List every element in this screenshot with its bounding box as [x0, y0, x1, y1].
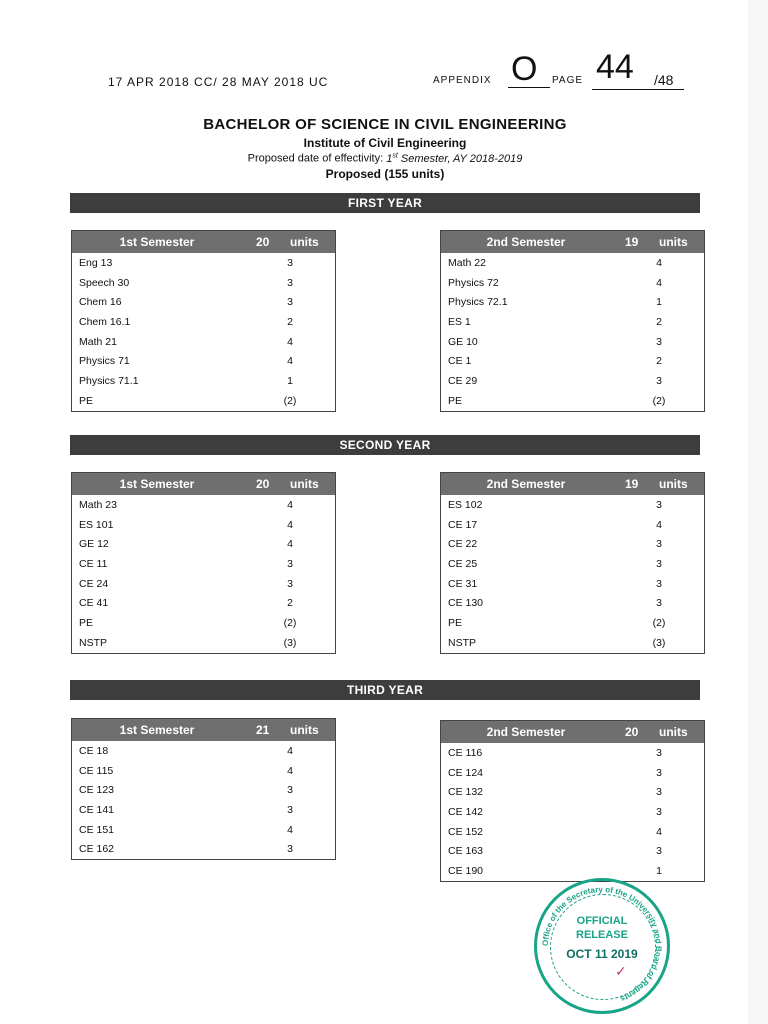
semester-total-units: 20 — [256, 477, 270, 491]
course-row — [72, 761, 335, 781]
semester-header — [441, 231, 704, 253]
course-units: 3 — [656, 499, 662, 511]
checkmark-icon: ✓ — [615, 963, 627, 979]
course-row — [441, 802, 704, 822]
semester-table — [71, 472, 336, 654]
units-label: units — [659, 477, 688, 491]
course-row — [441, 574, 704, 594]
course-units: 4 — [287, 499, 293, 511]
course-units: 3 — [656, 786, 662, 799]
course-row — [441, 351, 704, 371]
course-code: CE 24 — [79, 577, 109, 590]
stamp-release-text: RELEASE — [576, 929, 628, 941]
course-row — [441, 391, 704, 411]
course-row — [441, 593, 704, 613]
course-units: 4 — [287, 745, 293, 757]
course-row — [441, 822, 704, 842]
course-row — [441, 515, 704, 535]
course-units: (2) — [652, 394, 666, 407]
semester-name: 1st Semester — [119, 723, 195, 737]
course-code: Physics 71.1 — [79, 375, 139, 388]
course-units: 3 — [287, 276, 293, 289]
semester-name: 2nd Semester — [486, 725, 566, 739]
semester-name: 2nd Semester — [486, 477, 566, 491]
course-row — [441, 312, 704, 332]
course-code: CE 115 — [79, 764, 114, 777]
course-row — [441, 763, 704, 783]
course-code: ES 101 — [79, 518, 114, 531]
course-row — [72, 839, 335, 859]
semester-table — [440, 472, 705, 654]
course-code: CE 123 — [79, 784, 115, 797]
course-units: 3 — [287, 843, 293, 856]
semester-table — [440, 720, 705, 882]
course-row — [441, 554, 704, 574]
course-units: 3 — [656, 335, 662, 348]
course-code: Physics 72.1 — [448, 296, 508, 309]
course-units: 3 — [656, 375, 662, 388]
course-row — [72, 253, 335, 273]
course-row — [441, 292, 704, 312]
page-number: 44 — [596, 48, 634, 86]
course-units: 4 — [656, 257, 662, 269]
course-row — [72, 554, 335, 574]
course-code: CE 18 — [79, 745, 109, 757]
year-bar-first: FIRST YEAR — [70, 193, 700, 213]
course-row — [72, 593, 335, 613]
year-bar-third: THIRD YEAR — [70, 680, 700, 700]
course-units: 4 — [287, 823, 293, 836]
course-code: PE — [79, 617, 94, 630]
course-code: NSTP — [448, 636, 477, 649]
course-code: CE 29 — [448, 375, 478, 388]
course-units: (2) — [652, 617, 666, 630]
course-units: 3 — [287, 296, 293, 309]
units-label: units — [659, 235, 688, 249]
course-code: GE 10 — [448, 335, 478, 348]
course-code: Math 22 — [448, 257, 486, 269]
semester-name: 1st Semester — [119, 477, 195, 491]
units-label: units — [290, 235, 319, 249]
course-units: 4 — [287, 355, 293, 368]
course-row — [441, 861, 704, 881]
course-row — [72, 351, 335, 371]
course-units: 4 — [656, 276, 662, 289]
course-units: 4 — [287, 518, 293, 531]
course-code: CE 142 — [448, 806, 484, 819]
course-code: ES 1 — [448, 316, 471, 329]
semester-table — [71, 230, 336, 412]
semester-total-units: 19 — [625, 477, 639, 491]
course-row — [441, 743, 704, 763]
course-row — [72, 534, 335, 554]
effectivity-date: Proposed date of effectivity: 1st Semester, AY 2018-2019 — [247, 152, 523, 165]
units-label: units — [659, 725, 688, 739]
course-units: 4 — [287, 335, 293, 348]
course-row — [72, 312, 335, 332]
course-units: 3 — [656, 747, 662, 759]
semester-table — [440, 230, 705, 412]
stamp-official-text: OFFICIAL — [576, 915, 628, 927]
course-row — [72, 515, 335, 535]
course-units: 3 — [287, 257, 293, 269]
course-row — [72, 613, 335, 633]
course-units: (3) — [283, 636, 297, 649]
semester-total-units: 21 — [256, 723, 270, 737]
course-code: CE 41 — [79, 597, 109, 610]
units-label: units — [290, 477, 319, 491]
course-code: ES 102 — [448, 499, 483, 511]
course-code: PE — [79, 394, 94, 407]
course-code: CE 25 — [448, 558, 478, 571]
course-code: PE — [448, 394, 463, 407]
course-units: 2 — [656, 316, 662, 329]
course-row — [72, 292, 335, 312]
course-code: Chem 16 — [79, 296, 122, 309]
stamp-date: OCT 11 2019 — [566, 947, 638, 961]
course-code: CE 116 — [448, 747, 483, 759]
course-row — [72, 332, 335, 352]
course-row — [72, 391, 335, 411]
course-code: CE 17 — [448, 518, 478, 531]
course-code: CE 162 — [79, 843, 115, 856]
course-units: 3 — [656, 577, 662, 590]
course-code: CE 11 — [79, 558, 108, 571]
course-row — [441, 782, 704, 802]
course-code: PE — [448, 617, 463, 630]
course-units: 4 — [287, 764, 293, 777]
approval-dates: 17 APR 2018 CC/ 28 MAY 2018 UC — [108, 75, 329, 89]
official-release-stamp — [534, 878, 670, 1014]
course-code: CE 31 — [448, 577, 478, 590]
course-code: CE 132 — [448, 786, 484, 799]
course-units: 4 — [656, 518, 662, 531]
course-row — [441, 534, 704, 554]
course-code: Physics 71 — [79, 355, 130, 368]
course-code: CE 190 — [448, 865, 484, 878]
course-code: Chem 16.1 — [79, 316, 131, 329]
course-code: Eng 13 — [79, 257, 113, 269]
semester-header — [72, 473, 335, 495]
course-code: GE 12 — [79, 538, 109, 551]
year-bar-second: SECOND YEAR — [70, 435, 700, 455]
course-code: CE 22 — [448, 538, 478, 551]
course-units: 3 — [656, 845, 662, 858]
course-row — [72, 800, 335, 820]
course-code: CE 130 — [448, 597, 484, 610]
course-code: CE 151 — [79, 823, 115, 836]
course-units: 3 — [656, 538, 662, 551]
course-code: CE 141 — [79, 804, 115, 817]
svg-text:Office of the Secretary of the: Office of the Secretary of the University and Board of Regents — [540, 884, 664, 1004]
course-row — [72, 495, 335, 515]
course-row — [72, 574, 335, 594]
course-code: CE 1 — [448, 355, 472, 368]
course-units: (3) — [652, 636, 666, 649]
course-units: 2 — [287, 597, 293, 610]
page-label: PAGE — [552, 75, 584, 86]
course-code: Math 23 — [79, 499, 117, 511]
course-code: Math 21 — [79, 335, 117, 348]
appendix-label: APPENDIX — [433, 75, 492, 86]
proposed-units: Proposed (155 units) — [325, 166, 445, 181]
institute-name: Institute of Civil Engineering — [303, 136, 467, 150]
course-code: CE 152 — [448, 825, 484, 838]
course-units: 3 — [656, 558, 662, 571]
appendix-value: O — [511, 50, 538, 88]
course-units: 1 — [656, 865, 662, 878]
course-row — [441, 633, 704, 653]
course-units: 2 — [287, 316, 293, 329]
course-row — [441, 613, 704, 633]
course-row — [441, 841, 704, 861]
stamp-ring-text — [537, 881, 667, 1011]
course-row — [72, 371, 335, 391]
semester-header — [72, 719, 335, 741]
document-titles — [70, 116, 700, 181]
course-row — [441, 495, 704, 515]
units-label: units — [290, 723, 319, 737]
semester-total-units: 20 — [256, 235, 270, 249]
course-row — [72, 633, 335, 653]
semester-name: 2nd Semester — [486, 235, 566, 249]
course-units: (2) — [283, 394, 297, 407]
course-units: 3 — [656, 766, 662, 779]
course-units: 3 — [287, 577, 293, 590]
course-row — [441, 253, 704, 273]
course-units: 1 — [287, 375, 293, 388]
semester-header — [441, 721, 704, 743]
course-row — [441, 332, 704, 352]
semester-total-units: 19 — [625, 235, 639, 249]
semester-table — [71, 718, 336, 860]
course-units: 4 — [656, 825, 662, 838]
document-header — [108, 48, 683, 92]
course-row — [72, 741, 335, 761]
course-row — [72, 273, 335, 293]
course-units: (2) — [283, 617, 297, 630]
page-underline — [592, 89, 684, 90]
semester-name: 1st Semester — [119, 235, 195, 249]
course-units: 2 — [656, 355, 662, 368]
course-code: CE 163 — [448, 845, 484, 858]
course-row — [441, 371, 704, 391]
course-units: 3 — [287, 784, 293, 797]
course-units: 3 — [656, 806, 662, 819]
course-code: NSTP — [79, 636, 108, 649]
page-total: /48 — [654, 72, 674, 88]
course-row — [72, 820, 335, 840]
course-code: Physics 72 — [448, 276, 499, 289]
course-units: 1 — [656, 296, 662, 309]
course-units: 3 — [287, 804, 293, 817]
semester-total-units: 20 — [625, 725, 639, 739]
course-row — [72, 780, 335, 800]
semester-header — [72, 231, 335, 253]
course-code: CE 124 — [448, 766, 484, 779]
degree-title: BACHELOR OF SCIENCE IN CIVIL ENGINEERING — [203, 116, 567, 133]
semester-header — [441, 473, 704, 495]
appendix-underline — [508, 87, 550, 88]
course-units: 3 — [287, 558, 293, 571]
course-row — [441, 273, 704, 293]
course-code: Speech 30 — [79, 276, 130, 289]
course-units: 3 — [656, 597, 662, 610]
course-units: 4 — [287, 538, 293, 551]
